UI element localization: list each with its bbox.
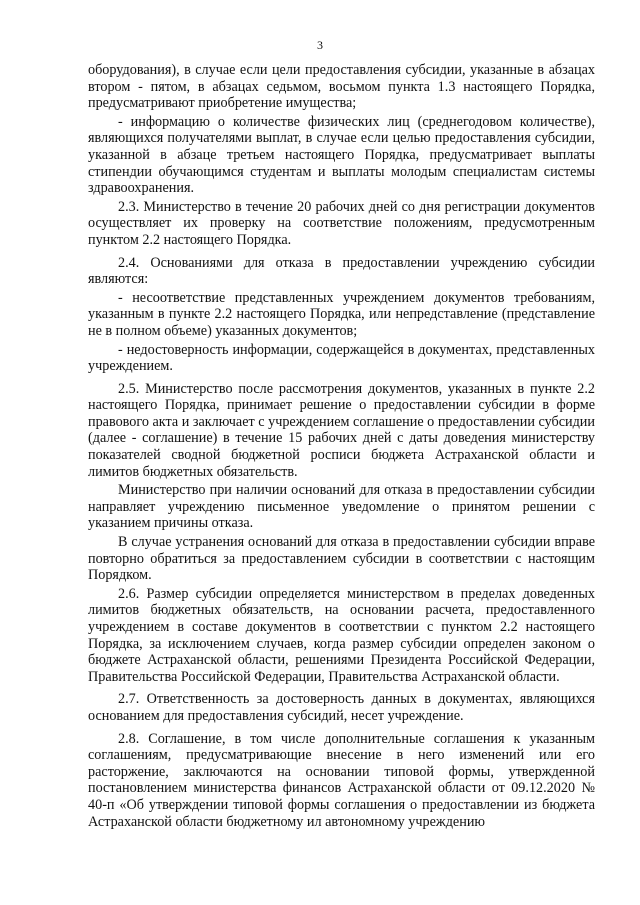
paragraph-2-5-retry: В случае устранения оснований для отказа в предоставлении субсидии вправе повторно обратиться за предоставлением субсидии в соответствии с настоящим Порядком. [88, 534, 595, 584]
paragraph-individuals-info: - информацию о количестве физических лиц (среднегодовом количестве), являющихся получателями выплат, в случае если целью предоставления субсидии, указанной в абзаце третьем настоящего Порядка, предусматривает выплаты стипендии обучающимся студентам и выплаты молодым специалистам системы здравоохранения. [88, 113, 595, 197]
paragraph-2-4-item-1: - несоответствие представленных учреждением документов требованиям, указанным в пункте 2.2 настоящего Порядка, или непредставление (представление не в полном объеме) указанных документов; [88, 289, 595, 339]
paragraph-2-6: 2.6. Размер субсидии определяется министерством в пределах доведенных лимитов бюджетных обязательств, на основании расчета, предоставленного учреждением в составе документов в соответствии с пунктом 2.2 настоящего Порядка, за исключением случаев, когда размер субсидии определен законом о бюджете Астраханской области, решениями Президента Российской Федерации, Правительства Российской Федерации, Правительства Астраханской области. [88, 585, 595, 685]
paragraph-2-5: 2.5. Министерство после рассмотрения документов, указанных в пункте 2.2 настоящего Порядка, принимает решение о предоставлении субсидии в форме правового акта и заключает с учреждением соглашение о предоставлении субсидии (далее - соглашение) в течение 15 рабочих дней с даты доведения министерству показателей сводной бюджетной росписи бюджета Астраханской области и лимитов бюджетных обязательств. [88, 380, 595, 480]
paragraph-2-3: 2.3. Министерство в течение 20 рабочих дней со дня регистрации документов осуществляет их проверку на соответствие положениям, предусмотренным пунктом 2.2 настоящего Порядка. [88, 198, 595, 248]
paragraph-2-4-item-2: - недостоверность информации, содержащейся в документах, представленных учреждением. [88, 341, 595, 375]
paragraph-2-4: 2.4. Основаниями для отказа в предоставлении учреждению субсидии являются: [88, 254, 595, 288]
paragraph-2-7: 2.7. Ответственность за достоверность данных в документах, являющихся основанием для предоставления субсидий, несет учреждение. [88, 691, 595, 724]
paragraph-equipment-clause: оборудования), в случае если цели предоставления субсидии, указанные в абзацах втором - пятом, в абзацах седьмом, восьмом пункта 1.3 настоящего Порядка, предусматривают приобретение имущества; [88, 62, 595, 112]
paragraph-2-5-refusal: Министерство при наличии оснований для отказа в предоставлении субсидии направляет учреждению письменное уведомление о принятом решении с указанием причины отказа. [88, 482, 595, 532]
document-body [88, 62, 595, 832]
page-number: 3 [317, 38, 323, 52]
paragraph-2-8: 2.8. Соглашение, в том числе дополнительные соглашения к указанным соглашениям, предусматривающие внесение в него изменений или его расторжение, заключаются на основании типовой формы, утвержденной постановлением министерства финансов Астраханской области от 09.12.2020 № 40-п «Об утверждении типовой формы соглашения о предоставлении из бюджета Астраханской области бюджетному ил автономному учреждению [88, 730, 595, 830]
